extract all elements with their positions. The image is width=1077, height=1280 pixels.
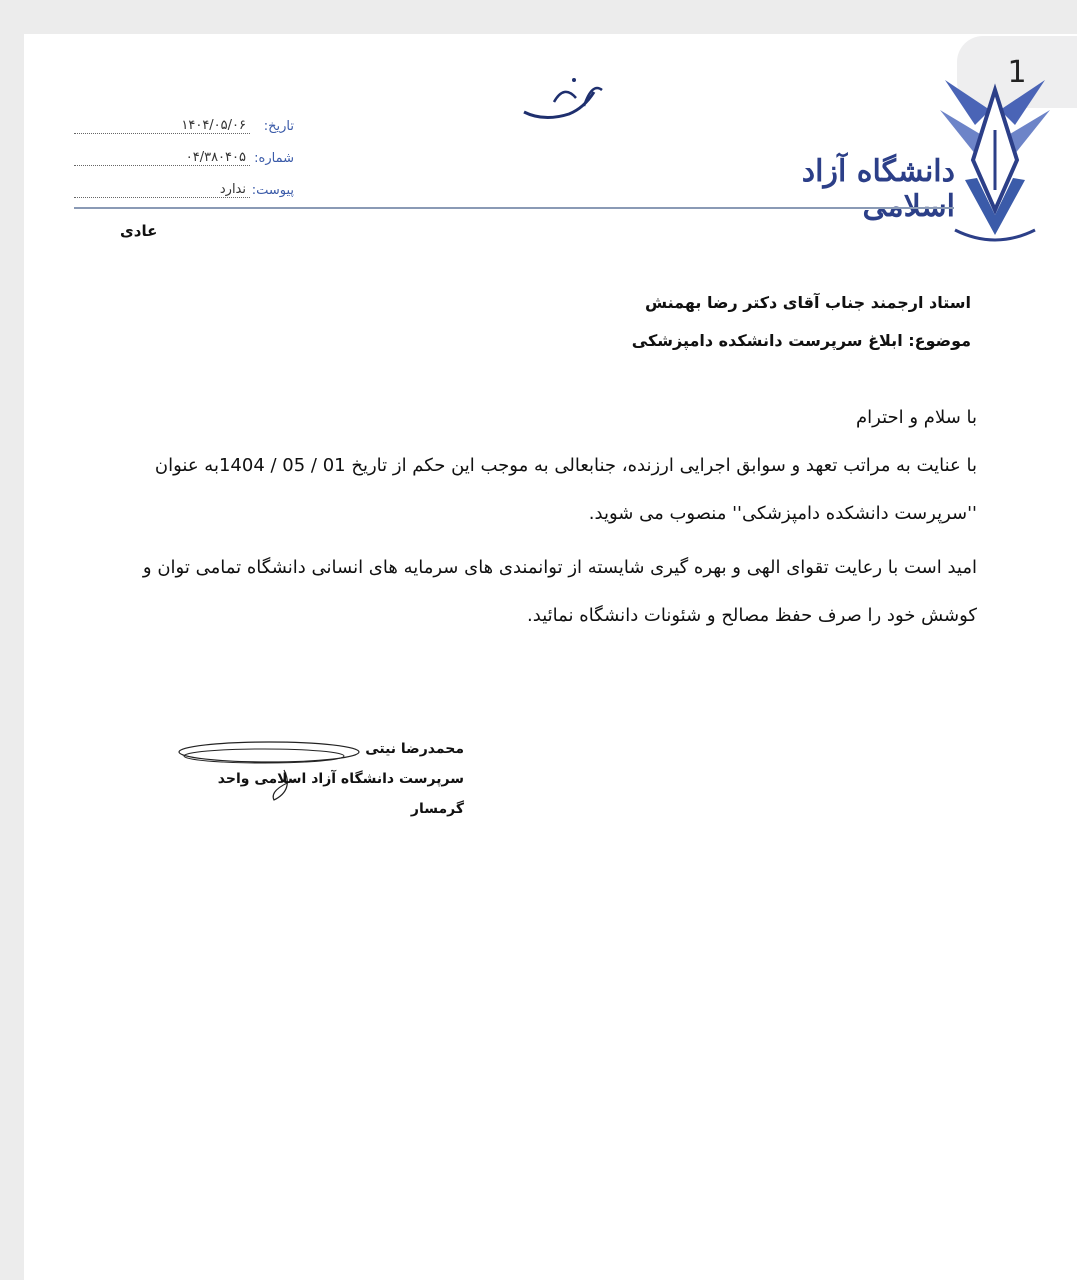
date-label: تاریخ: [263, 119, 294, 134]
number-label: شماره: [254, 151, 294, 166]
date-value: ۱۴۰۴/۰۵/۰۶ [74, 118, 250, 134]
body-paragraph-1: با عنایت به مراتب تعهد و سوابق اجرایی ارزنده، جنابعالی به موجب این حکم از تاریخ 01 / 05 / 1404به عنوان ''سرپرست دانشکده دامپزشکی'' منصوب می شوید. [154, 455, 977, 524]
signature-block [184, 734, 464, 824]
university-name: دانشگاه آزاد اسلامی [801, 154, 955, 224]
subject-line: موضوع: ابلاغ سرپرست دانشکده دامپزشکی [631, 331, 971, 350]
body-paragraph-2: امید است با رعایت تقوای الهی و بهره گیری شایسته از توانمندی های سرمایه های انسانی دانشگاه تمامی توان و کوشش خود را صرف حفظ مصالح و شئونات دانشگاه نمائید. [142, 557, 977, 626]
letter-page [24, 34, 1077, 1280]
priority-label: عادی [120, 222, 158, 240]
motto-calligraphy [514, 72, 614, 128]
attachment-value: ندارد [74, 182, 250, 198]
greeting: با سلام و احترام [856, 407, 977, 428]
page-number: 1 [1007, 54, 1027, 90]
recipient-line: استاد ارجمند جناب آقای دکتر رضا بهمنش [644, 293, 971, 312]
number-row [74, 134, 294, 166]
number-value: ۰۴/۳۸۰۴۰۵ [74, 150, 250, 166]
letter-body [87, 394, 977, 640]
attachment-row [74, 166, 294, 198]
header-divider [74, 207, 954, 209]
letter-meta [74, 102, 294, 198]
attachment-label: پیوست: [251, 183, 294, 198]
signer-name: محمدرضا نیتی [365, 741, 464, 757]
date-row [74, 102, 294, 134]
address-block [632, 284, 971, 360]
signer-title: سرپرست دانشگاه آزاد اسلامی واحد گرمسار [217, 771, 464, 817]
